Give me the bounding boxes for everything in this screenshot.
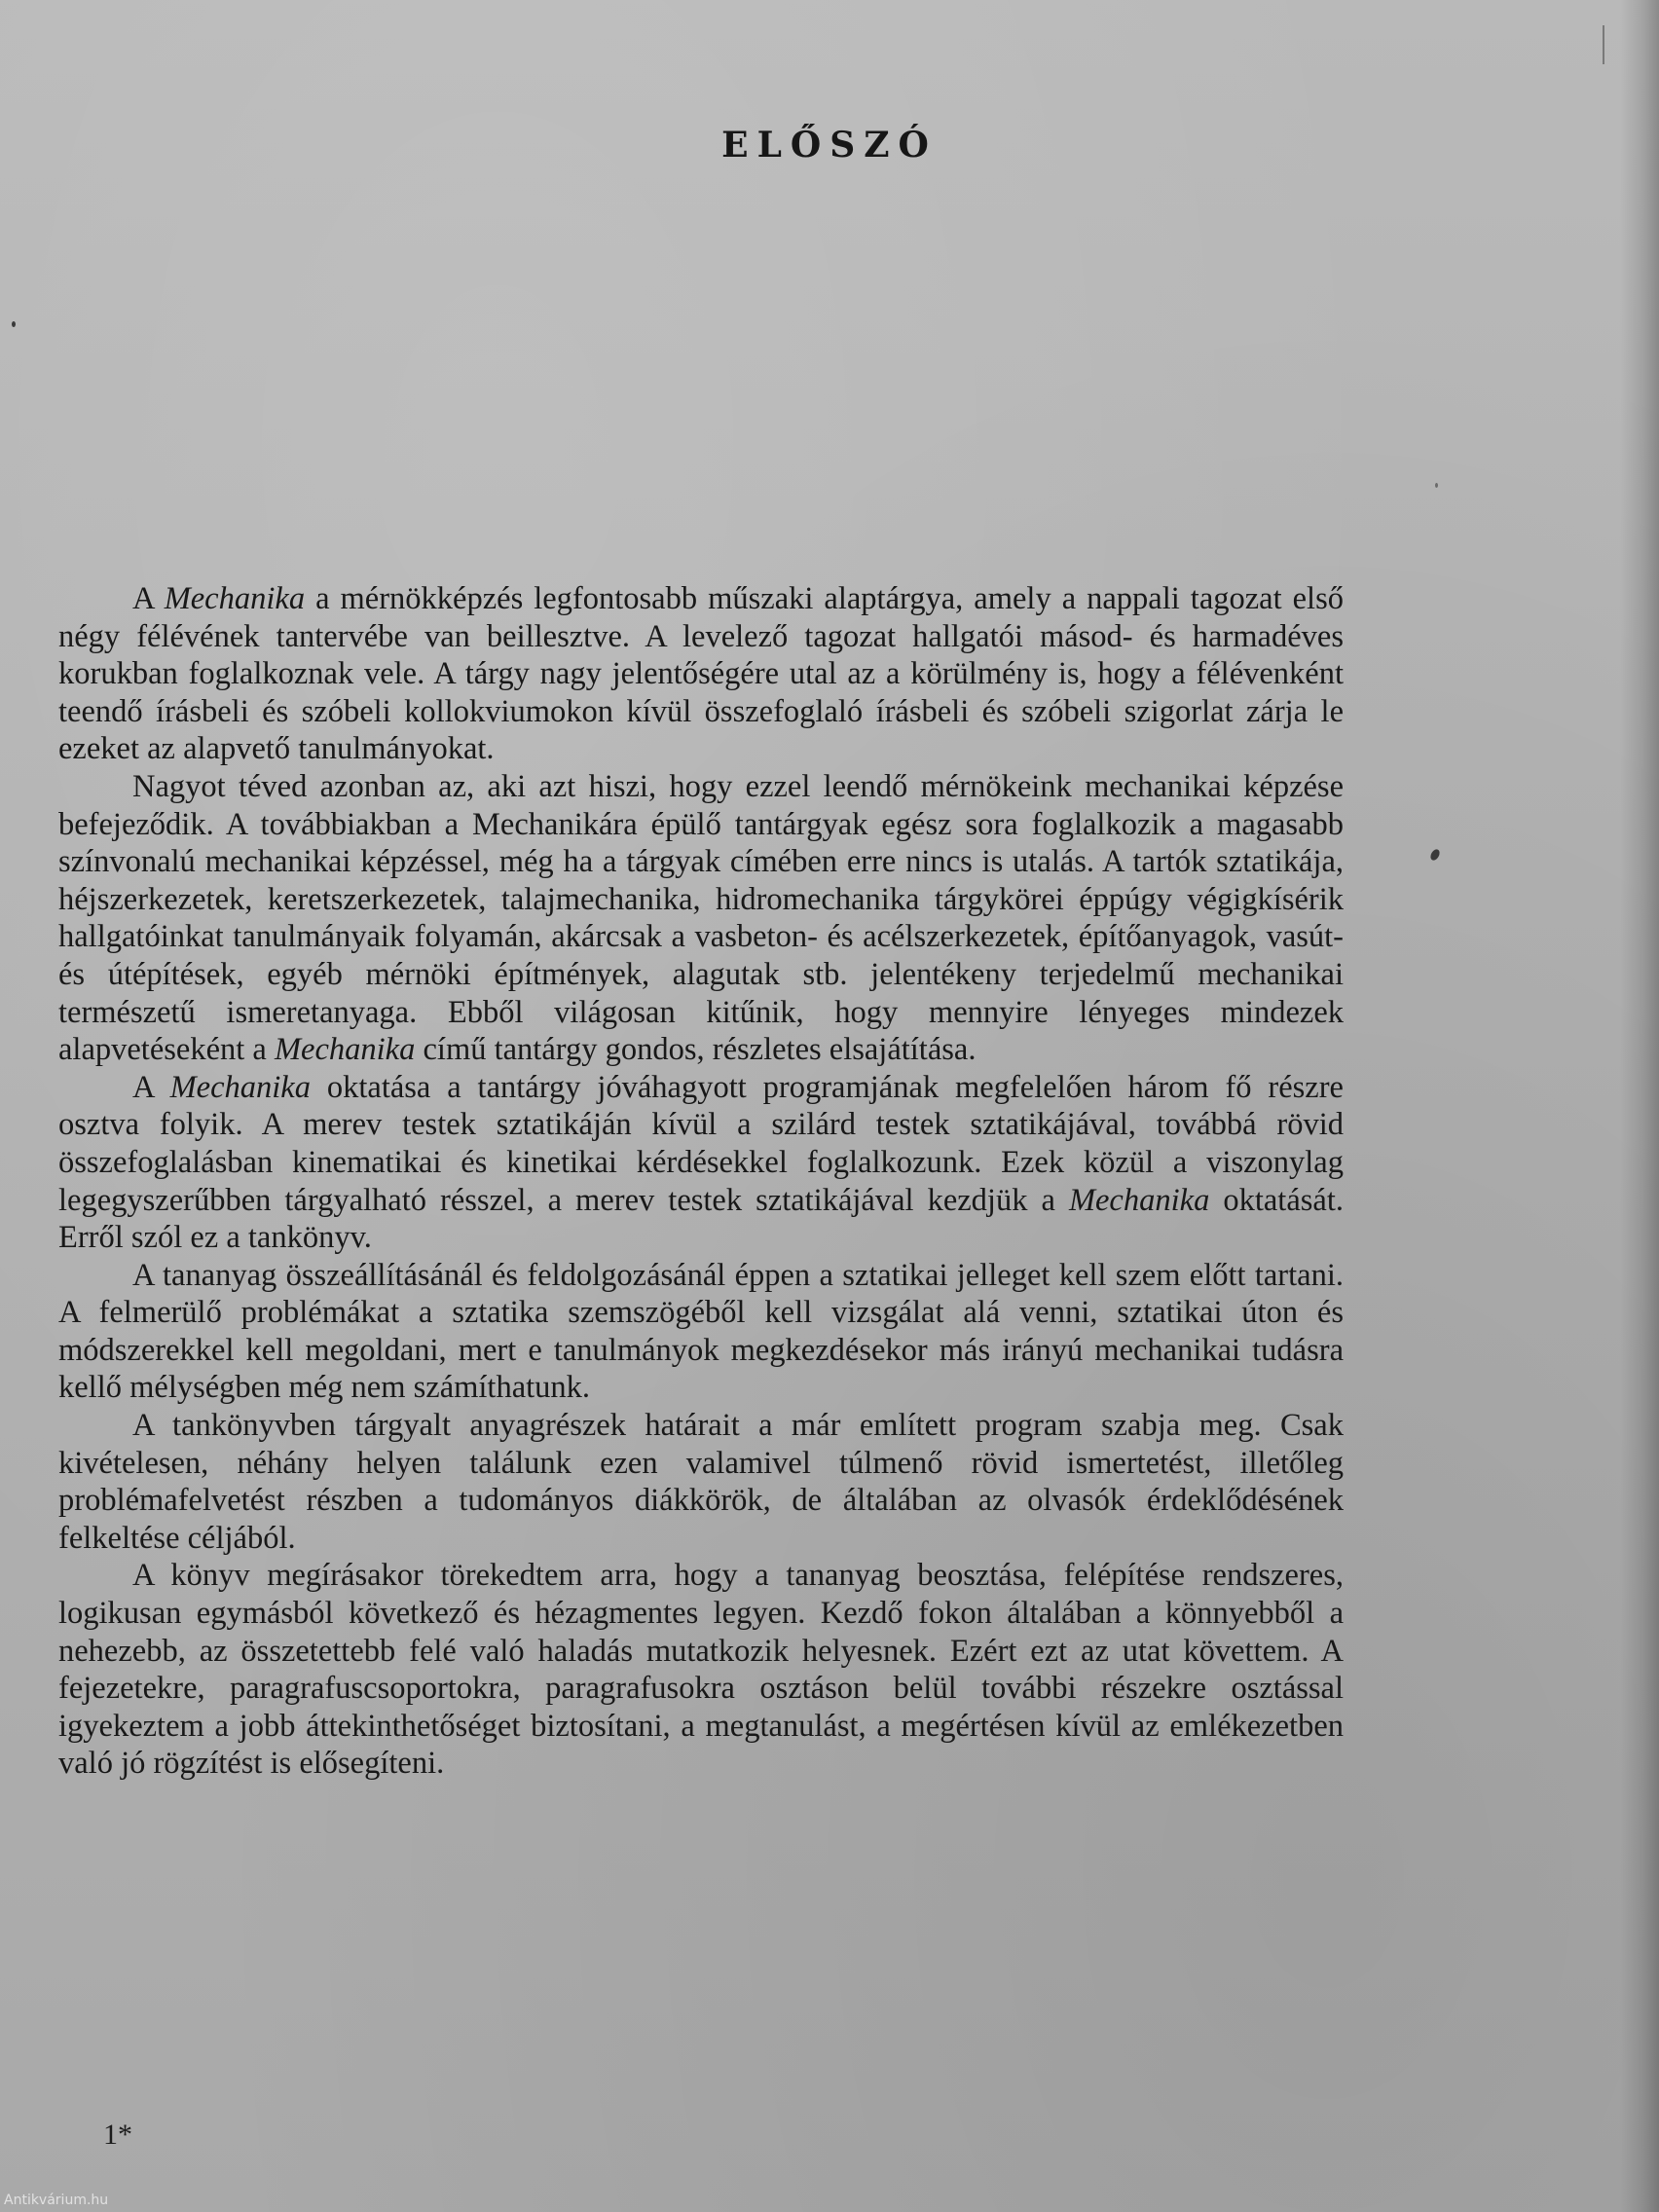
paragraph-1: A Mechanika a mérnökképzés legfontosabb műszaki alaptárgya, amely a nappali tagozat első négy félévének tantervébe van beillesztve. A levelező tagozat hallgatói másod- és harmadéves korukban foglalkoznak vele. A tárgy nagy jelentőségére utal az a körülmény is, hogy a félévenként teendő írásbeli és szóbeli kollokviumokon kívül összefoglaló írásbeli és szóbeli szigorlat zárja le ezeket az alapvető tanulmányokat.: [58, 581, 1344, 767]
watermark-text: Antikvárium.hu: [4, 2193, 109, 2208]
paper-speck: [1435, 483, 1438, 488]
paragraph-2: Nagyot téved azonban az, aki azt hiszi, hogy ezzel leendő mérnökeink mechanikai képzése befejeződik. A továbbiakban a Mechanikára épülő tantárgyak egész sora foglalkozik a magasabb színvonalú mechanikai képzéssel, még ha a tárgyak címében erre nincs is utalás. A tartók sztatikája, héjszerkezetek, keretszerkezetek, talajmechanika, hidromechanika tárgykörei éppúgy végigkísérik hallgatóinkat tanulmányaik folyamán, akárcsak a vasbeton- és acélszerkezetek, építőanyagok, vasút- és útépítések, egyéb mérnöki építmények, alagutak stb. jelentékeny terjedelmű mechanikai természetű ismeretanyaga. Ebből világosan kitűnik, hogy mennyire lényeges mindezek alapvetéseként a Mechanika című tantárgy gondos, részletes elsajátítása.: [58, 768, 1344, 1068]
paragraph-6: A könyv megírásakor törekedtem arra, hogy a tananyag beosztása, felépítése rendszeres, logikusan egymásból következő és hézagmentes legyen. Kezdő fokon általában a könnyebből a nehezebb, az összetettebb felé való haladás mutatkozik helyesnek. Ezért ezt az utat követtem. A fejezetekre, paragrafuscsoportokra, paragrafusokra osztáson belül további részekre osztással igyekeztem a jobb áttekinthetőséget biztosítani, a megtanulást, a megértésen kívül az emlékezetben való jó rögzítést is elősegíteni.: [58, 1558, 1344, 1782]
italic-term: Mechanika: [1068, 1182, 1210, 1218]
italic-term: Mechanika: [274, 1032, 416, 1068]
paragraph-3: A Mechanika oktatása a tantárgy jóváhagyott programjának megfelelően három fő részre osztva folyik. A merev testek sztatikáján kívül a szilárd testek sztatikájával, továbbá rövid összefoglalásban kinematikai és kinetikai kérdésekkel foglalkozunk. Ezek közül a viszonylag legegyszerűbben tárgyalható résszel, a merev testek sztatikájával kezdjük a Mechanika oktatását. Erről szól ez a tankönyv.: [58, 1069, 1344, 1256]
paper-speck: [12, 321, 16, 327]
paper-speck: [1429, 848, 1442, 862]
italic-term: Mechanika: [169, 1069, 311, 1105]
page-title: ELŐSZÓ: [721, 125, 938, 166]
page-number: 1*: [103, 2119, 132, 2151]
page-edge-shadow: [1620, 0, 1659, 2212]
paper-speck: [1603, 25, 1604, 64]
paragraph-5: A tankönyvben tárgyalt anyagrészek határait a már említett program szabja meg. Csak kivételesen, néhány helyen találunk ezen valamivel túlmenő rövid ismertetést, illetőleg problémafelvetést részben a tudományos diákkörök, de általában az olvasók érdeklődésének felkeltése céljából.: [58, 1408, 1344, 1556]
body-text: [58, 580, 1344, 1783]
paragraph-4: A tananyag összeállításánál és feldolgozásánál éppen a sztatikai jelleget kell szem előtt tartani. A felmerülő problémákat a sztatika szemszögéből kell vizsgálat alá venni, sztatikai úton és módszerekkel kell megoldani, mert e tanulmányok megkezdésekor más irányú mechanikai tudásra kellő mélységben még nem számíthatunk.: [58, 1257, 1344, 1406]
italic-term: Mechanika: [164, 581, 306, 616]
